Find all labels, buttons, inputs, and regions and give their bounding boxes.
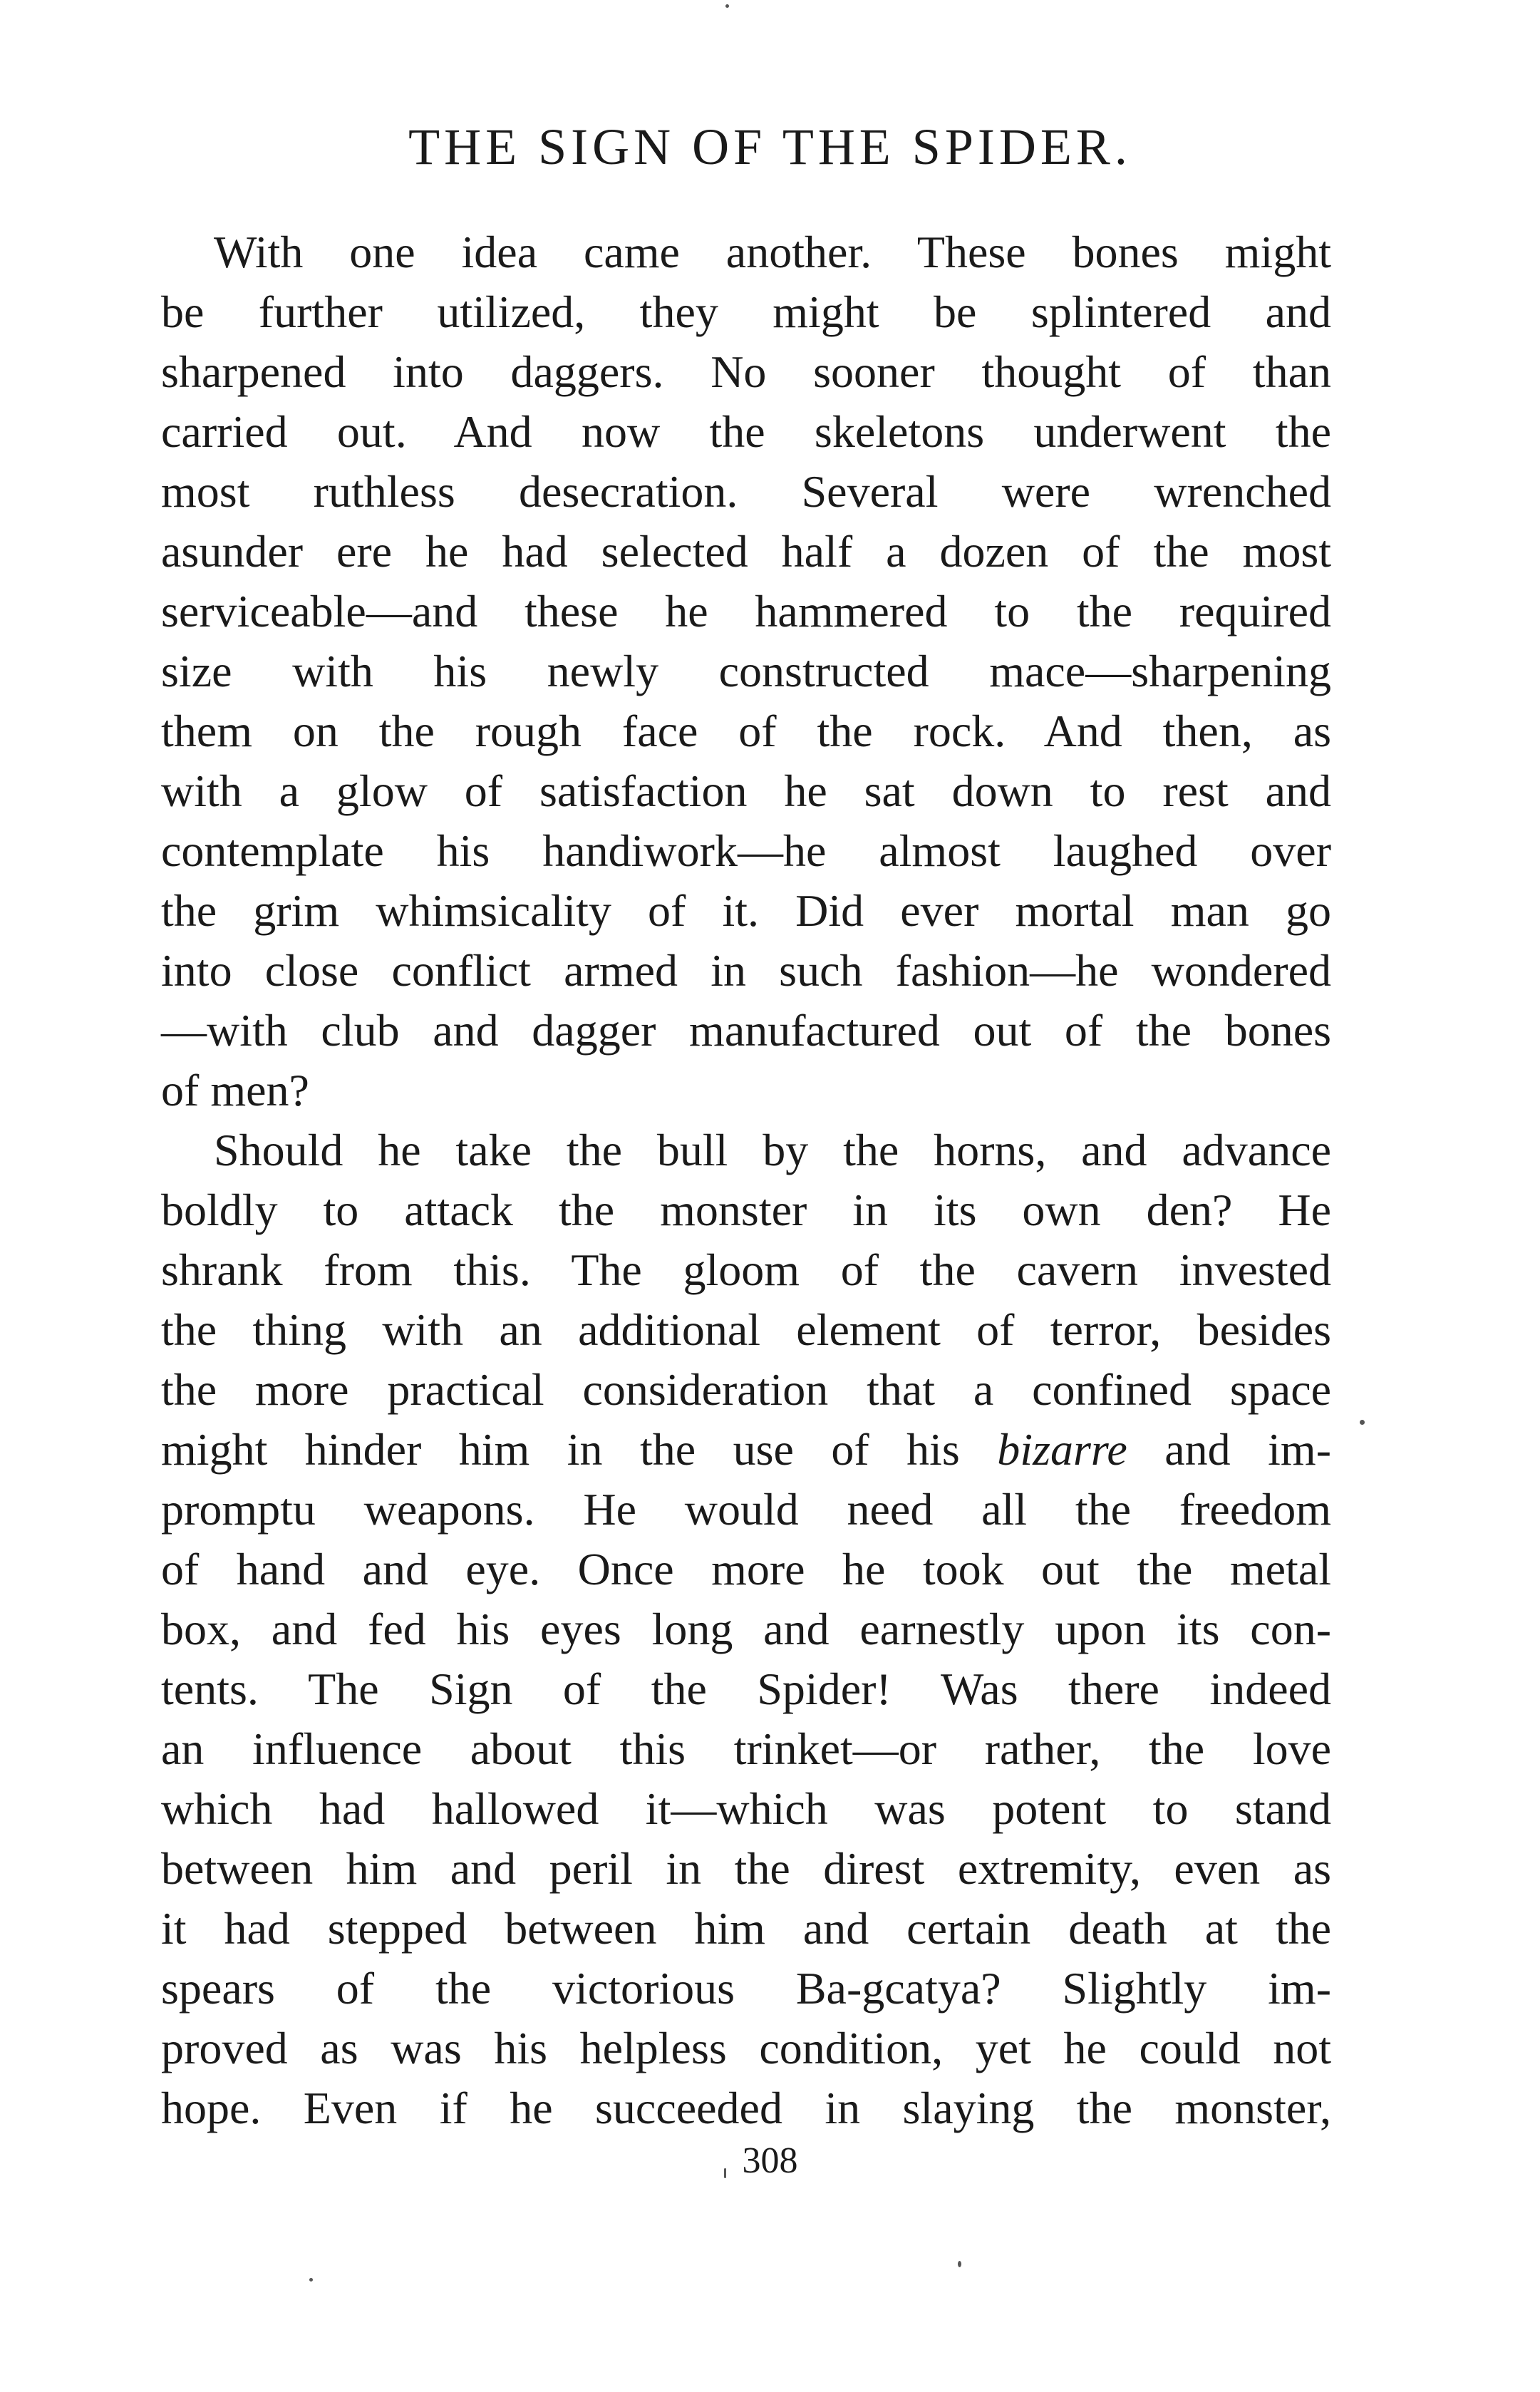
text-line: proved as was his helpless condition, yet he could not: [161, 2023, 1331, 2073]
text-segment: and im-: [1127, 1424, 1332, 1475]
text-line: it had stepped between him and certain death at the: [161, 1903, 1331, 1954]
ink-speck: [309, 2278, 313, 2282]
text-line: them on the rough face of the rock. And then, as: [161, 706, 1331, 756]
text-line: shrank from this. The gloom of the cavern invested: [161, 1244, 1331, 1295]
text-line: spears of the victorious Ba-gcatya? Slightly im-: [161, 1963, 1331, 2014]
text-line: which had hallowed it—which was potent to stand: [161, 1783, 1331, 1834]
text-line: promptu weapons. He would need all the freedom: [161, 1484, 1331, 1535]
paragraph-2: [161, 1120, 1331, 2138]
italic-word: bizarre: [997, 1424, 1127, 1475]
text-line: —with club and dagger manufactured out of the bones: [161, 1005, 1331, 1056]
text-line: with a glow of satisfaction he sat down to rest and: [161, 765, 1331, 816]
text-line: the thing with an additional element of terror, besides: [161, 1304, 1331, 1355]
text-line-with-italic: [161, 1420, 1331, 1480]
text-line: between him and peril in the direst extremity, even as: [161, 1843, 1331, 1894]
text-line: sharpened into daggers. No sooner thought of than: [161, 346, 1331, 397]
text-line: hope. Even if he succeeded in slaying the monster,: [161, 2083, 1331, 2133]
text-line: an influence about this trinket—or rather, the love: [161, 1723, 1331, 1774]
page-number: 308: [742, 2140, 798, 2181]
text-line: most ruthless desecration. Several were wrenched: [161, 466, 1331, 517]
text-line: the grim whimsicality of it. Did ever mortal man go: [161, 885, 1331, 936]
text-line: tents. The Sign of the Spider! Was there indeed: [161, 1664, 1331, 1714]
text-line: of men?: [161, 1065, 309, 1115]
text-line: asunder ere he had selected half a dozen of the most: [161, 526, 1331, 577]
text-line: boldly to attack the monster in its own den? He: [161, 1185, 1331, 1235]
text-line: into close conflict armed in such fashion—he wondered: [161, 945, 1331, 996]
text-line: With one idea came another. These bones might: [214, 227, 1331, 277]
ink-speck: [724, 2168, 726, 2178]
text-line: be further utilized, they might be splintered and: [161, 287, 1331, 337]
paragraph-1: [161, 222, 1331, 1120]
text-line: size with his newly constructed mace—sharpening: [161, 646, 1331, 696]
text-line: box, and fed his eyes long and earnestly upon its con-: [161, 1604, 1331, 1654]
body-text: [161, 222, 1331, 2138]
text-line: serviceable—and these he hammered to the required: [161, 586, 1331, 636]
ink-speck: [958, 2261, 961, 2267]
text-line: contemplate his handiwork—he almost laughed over: [161, 825, 1331, 876]
text-segment: might hinder him in the use of his: [161, 1424, 998, 1475]
ink-speck: [1360, 1420, 1365, 1425]
running-head: THE SIGN OF THE SPIDER.: [408, 118, 1132, 175]
text-line: the more practical consideration that a confined space: [161, 1364, 1331, 1415]
text-line: carried out. And now the skeletons underwent the: [161, 406, 1331, 457]
text-line: of hand and eye. Once more he took out the metal: [161, 1544, 1331, 1594]
ink-speck: [725, 4, 729, 8]
text-line: Should he take the bull by the horns, and advance: [214, 1125, 1331, 1175]
